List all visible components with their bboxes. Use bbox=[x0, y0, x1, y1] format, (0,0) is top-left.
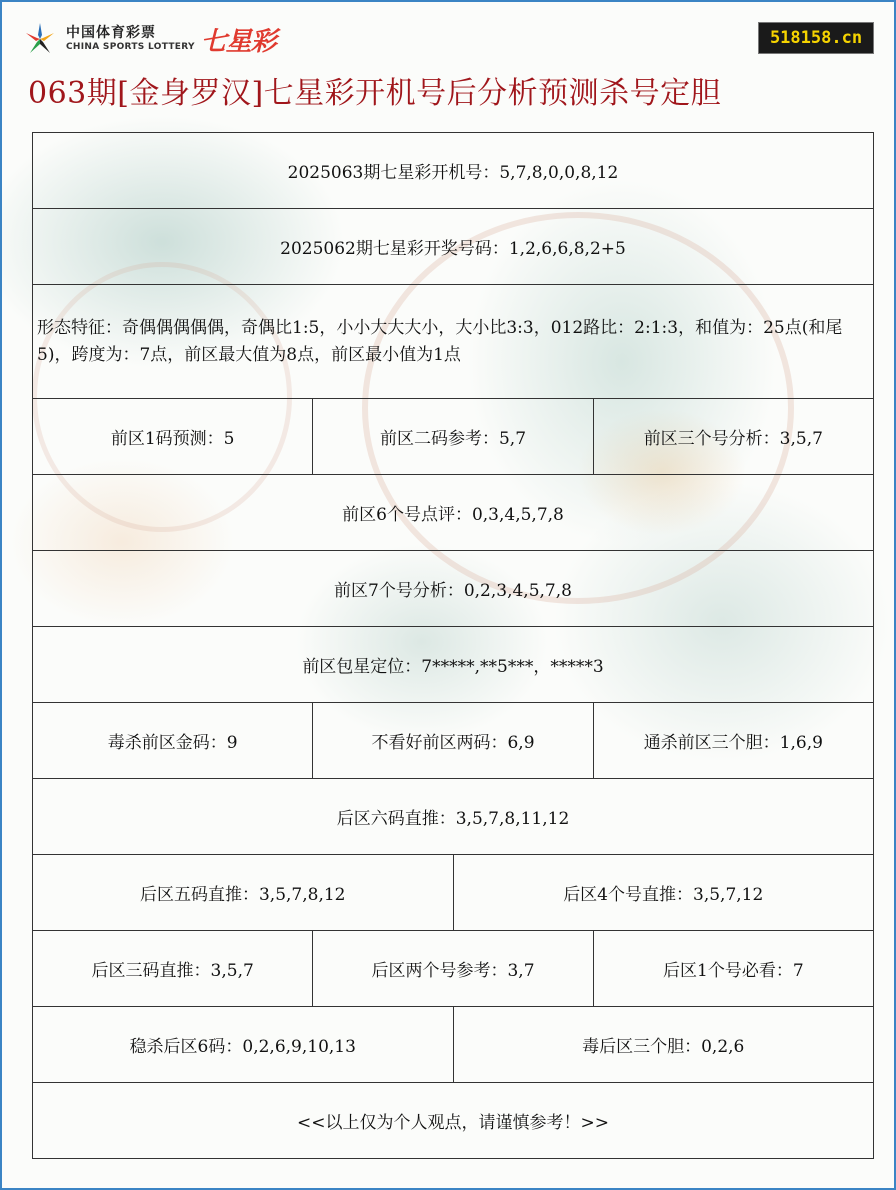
table-row bbox=[33, 855, 874, 931]
table-cell: 不看好前区两码：6,9 bbox=[313, 703, 593, 779]
disclaimer: <<以上仅为个人观点，请谨慎参考！>> bbox=[33, 1083, 874, 1159]
table-cell: 后区两个号参考：3,7 bbox=[313, 931, 593, 1007]
qixingcai-brand: 七星彩 bbox=[200, 26, 276, 57]
table-cell: 后区六码直推：3,5,7,8,11,12 bbox=[33, 779, 874, 855]
table-cell: 后区1个号必看：7 bbox=[594, 931, 874, 1007]
lottery-star-icon bbox=[20, 19, 60, 59]
table-cell: 前区7个号分析：0,2,3,4,5,7,8 bbox=[33, 551, 874, 627]
table-row bbox=[33, 551, 874, 627]
table-row bbox=[33, 627, 874, 703]
logo-english-text: CHINA SPORTS LOTTERY bbox=[66, 42, 195, 52]
table-cell: 稳杀后区6码：0,2,6,9,10,13 bbox=[33, 1007, 454, 1083]
china-sports-lottery-logo bbox=[20, 18, 276, 60]
table-row bbox=[33, 1083, 874, 1159]
table-row bbox=[33, 779, 874, 855]
site-badge[interactable]: 518158.cn bbox=[758, 22, 874, 54]
table-row bbox=[33, 285, 874, 399]
table-cell: 后区五码直推：3,5,7,8,12 bbox=[33, 855, 454, 931]
table-row bbox=[33, 475, 874, 551]
table-cell: 2025062期七星彩开奖号码：1,2,6,6,8,2+5 bbox=[33, 209, 874, 285]
table-row bbox=[33, 399, 874, 475]
table-cell: 前区6个号点评：0,3,4,5,7,8 bbox=[33, 475, 874, 551]
table-cell: 前区二码参考：5,7 bbox=[313, 399, 593, 475]
table-row bbox=[33, 133, 874, 209]
table-cell: 形态特征：奇偶偶偶偶偶，奇偶比1:5，小小大大大小，大小比3:3，012路比：2:1:3，和值为：25点(和尾5)，跨度为：7点，前区最大值为8点，前区最小值为1点 bbox=[33, 285, 874, 399]
table-row bbox=[33, 1007, 874, 1083]
table-cell: 2025063期七星彩开机号：5,7,8,0,0,8,12 bbox=[33, 133, 874, 209]
table-cell: 前区三个号分析：3,5,7 bbox=[594, 399, 874, 475]
table-row bbox=[33, 703, 874, 779]
table-row bbox=[33, 931, 874, 1007]
prediction-table bbox=[32, 132, 874, 1159]
table-cell: 通杀前区三个胆：1,6,9 bbox=[594, 703, 874, 779]
table-row bbox=[33, 209, 874, 285]
table-cell: 前区包星定位：7*****,**5***，*****3 bbox=[33, 627, 874, 703]
table-cell: 后区4个号直推：3,5,7,12 bbox=[454, 855, 875, 931]
table-cell: 前区1码预测：5 bbox=[33, 399, 313, 475]
table-cell: 毒杀前区金码：9 bbox=[33, 703, 313, 779]
logo-chinese-text: 中国体育彩票 bbox=[66, 25, 156, 41]
table-cell: 毒后区三个胆：0,2,6 bbox=[454, 1007, 875, 1083]
page-title: 063期[金身罗汉]七星彩开机号后分析预测杀号定胆 bbox=[28, 76, 722, 111]
table-cell: 后区三码直推：3,5,7 bbox=[33, 931, 313, 1007]
